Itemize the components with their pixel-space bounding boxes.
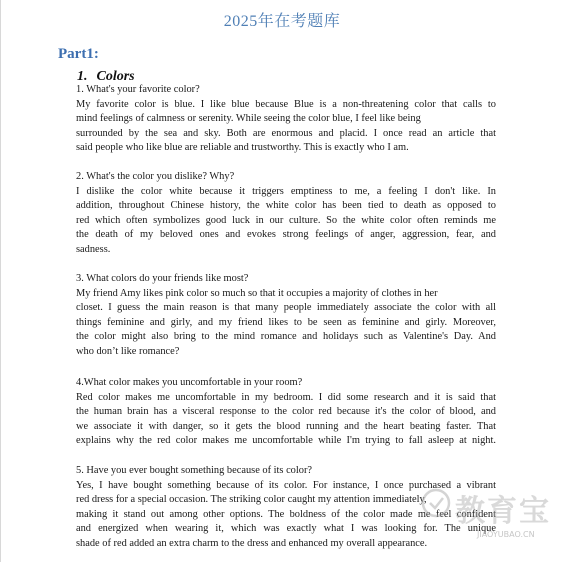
answer-line: addition, throughout Chinese history, the white color has been tied to death as opposed to — [76, 200, 496, 212]
qa-item-3 — [76, 272, 496, 360]
qa-item-4 — [76, 376, 496, 449]
watermark-url: JIAOYUBAO.CN — [477, 530, 535, 539]
answer-line: mind feelings of calmness or serenity. While seeing the color blue, I feel like being — [76, 113, 421, 125]
answer-line: we associate it with danger, so it gets the blood running and the heart beating faster. That — [76, 420, 496, 432]
answer-line: surrounded by the sea and sky. Both are enormous and placid. I once read an article that — [76, 127, 496, 139]
jiaoyubao-logo-icon — [421, 488, 451, 518]
answer-line: I dislike the color white because it triggers emptiness to me, a feeling I don't like. In — [76, 185, 496, 197]
answer-line: sadness. — [76, 243, 111, 255]
qa-item-2 — [76, 170, 496, 258]
answer-line: the human brain has a visceral response to the color red because it's the color of blood, and — [76, 406, 496, 418]
question-3: 3. What colors do your friends like most? — [76, 273, 249, 284]
answer-line: things feminine and girly, and my friend likes to be seen as feminine and girly. Moreover, — [76, 316, 496, 328]
answer-1 — [76, 98, 496, 156]
question-2: 2. What's the color you dislike? Why? — [76, 171, 235, 182]
section-number: 1. — [77, 69, 88, 84]
answer-line: Red color makes me uncomfortable in my bedroom. I did some research and it is said that — [76, 391, 496, 403]
answer-line: shade of red added an extra charm to the dress and enhanced my overall appearance. — [76, 537, 428, 549]
answer-line: closet. I guess the main reason is that many people immediately associate the color with all — [76, 302, 496, 314]
answer-2 — [76, 185, 496, 258]
answer-line: making it stand out among other options. The boldness of the color made me feel confident — [76, 508, 496, 520]
answer-line: My friend Amy likes pink color so much so that it occupies a majority of clothes in her — [76, 287, 438, 299]
question-1: 1. What's your favorite color? — [76, 84, 200, 95]
answer-4 — [76, 391, 496, 449]
answer-line: explains why the red color makes me uncomfortable while I'm trying to fall asleep at night. — [76, 435, 496, 447]
answer-line: red dress for a special occasion. The striking color caught my attention immediately, — [76, 494, 427, 506]
answer-line: red which often symbolizes good luck in our culture. So the white color often reminds me — [76, 214, 496, 226]
answer-line: who don’t like romance? — [76, 345, 180, 357]
answer-line: the color might also bring to the mind romance and holidays such as Valentine's Day. And — [76, 331, 496, 343]
answer-line: My favorite color is blue. I like blue because Blue is a non-threatening color that calls to — [76, 98, 496, 110]
part-heading: Part1: — [58, 46, 99, 62]
answer-line: and energized when wearing it, which was exactly what I was looking for. The unique — [76, 523, 496, 535]
question-5: 5. Have you ever bought something because of its color? — [76, 465, 313, 476]
watermark-text: 教育宝 — [455, 494, 551, 529]
section-title: Colors — [96, 69, 135, 84]
document-title: 2025年在考题库 — [223, 13, 341, 30]
answer-line: said people who like blue are reliable and trustworthy. This is exactly who I am. — [76, 142, 409, 154]
answer-line: the death of my beloved ones and evokes strong feelings of anger, aggression, fear, and — [76, 229, 496, 241]
answer-line: Yes, I have bought something because of its color. For instance, I once purchased a vibrant — [76, 479, 496, 491]
question-4: 4.What color makes you uncomfortable in your room? — [76, 377, 303, 388]
watermark — [421, 486, 561, 550]
answer-3 — [76, 287, 496, 360]
qa-item-1 — [76, 83, 496, 156]
